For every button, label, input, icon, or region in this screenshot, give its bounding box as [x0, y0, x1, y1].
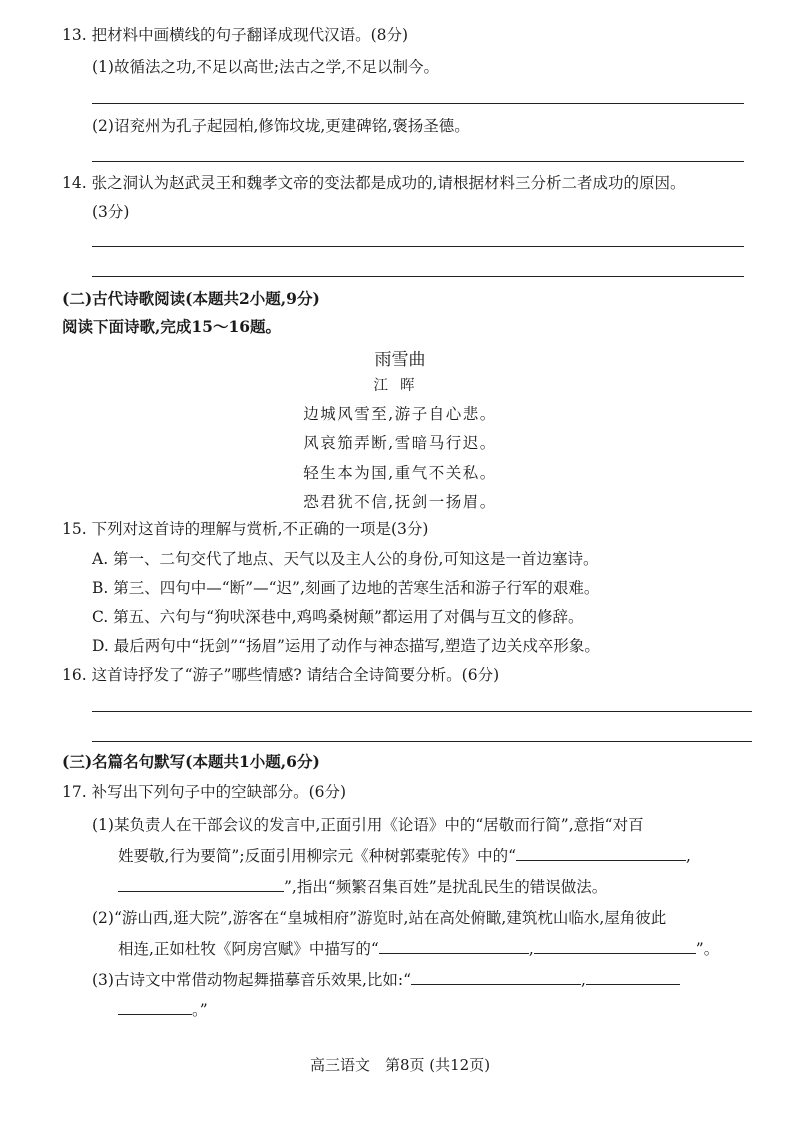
- poem-line: 轻生本为国,重气不关私。: [303, 464, 497, 482]
- q15-option-a[interactable]: A. 第一、二句交代了地点、天气以及主人公的身份,可知这是一首边塞诗。: [92, 550, 599, 568]
- q17-item-1-line-2: [118, 845, 691, 867]
- poem-line: 边城风雪至,游子自心悲。: [303, 405, 497, 423]
- q14-stem: 14. 张之洞认为赵武灵王和魏孝文帝的变法都是成功的,请根据材料三分析二者成功的原因。: [62, 174, 686, 192]
- q17-item-2-text: 相连,正如杜牧《阿房宫赋》中描写的“: [118, 940, 379, 958]
- poem-line: 恐君犹不信,抚剑一扬眉。: [303, 493, 497, 511]
- q15-stem: 15. 下列对这首诗的理解与赏析,不正确的一项是(3分): [62, 520, 429, 538]
- q17-item-2-line-2: [118, 938, 719, 960]
- q17-item-1-line-1: (1)某负责人在干部会议的发言中,正面引用《论语》中的“居敬而行简”,意指“对百: [92, 816, 644, 834]
- q17-item-1-line-3: [118, 876, 607, 898]
- answer-line[interactable]: [92, 246, 744, 247]
- answer-line[interactable]: [92, 103, 744, 104]
- q17-item-2-comma: ,: [528, 940, 534, 958]
- q17-item-3-line-2: [118, 999, 208, 1021]
- poem-author: 江晖: [373, 378, 427, 394]
- section-2-heading: (二)古代诗歌阅读(本题共2小题,9分): [62, 289, 320, 308]
- answer-line[interactable]: [92, 276, 744, 277]
- q17-item-1-tail: ”,指出“频繁召集百姓”是扰乱民生的错误做法。: [284, 878, 608, 896]
- answer-line[interactable]: [92, 711, 752, 712]
- fill-blank[interactable]: [118, 877, 284, 892]
- q15-option-b[interactable]: B. 第三、四句中—“断”—“迟”,刻画了边地的苦寒生活和游子行军的艰难。: [92, 579, 600, 597]
- q13-item-2: (2)诏兖州为孔子起园柏,修饰坟垅,更建碑铭,褒扬圣德。: [92, 117, 470, 135]
- q17-item-2-tail: ”。: [695, 940, 720, 958]
- q17-item-3-text: (3)古诗文中常借动物起舞描摹音乐效果,比如:“: [92, 971, 412, 989]
- q16-stem: 16. 这首诗抒发了“游子”哪些情感? 请结合全诗简要分析。(6分): [62, 666, 500, 684]
- q13-item-1: (1)故循法之功,不足以高世;法古之学,不足以制今。: [92, 58, 440, 76]
- q17-item-3-tail: 。”: [192, 1001, 208, 1019]
- poem-line: 风哀笳弄断,雪暗马行迟。: [303, 434, 497, 452]
- fill-blank[interactable]: [534, 939, 696, 954]
- section-3-heading: (三)名篇名句默写(本题共1小题,6分): [62, 752, 320, 771]
- fill-blank[interactable]: [586, 970, 680, 985]
- answer-line[interactable]: [92, 741, 752, 742]
- answer-line[interactable]: [92, 161, 744, 162]
- q17-stem: 17. 补写出下列句子中的空缺部分。(6分): [62, 783, 347, 801]
- fill-blank[interactable]: [118, 1000, 192, 1015]
- q17-item-1-text: 姓要敬,行为要简”;反面引用柳宗元《种树郭橐驼传》中的“: [118, 847, 516, 865]
- fill-blank[interactable]: [411, 970, 581, 985]
- q13-stem: 13. 把材料中画横线的句子翻译成现代汉语。(8分): [62, 26, 409, 44]
- q15-option-c[interactable]: C. 第五、六句与“狗吠深巷中,鸡鸣桑树颠”都运用了对偶与互文的修辞。: [92, 608, 584, 626]
- q14-score: (3分): [92, 203, 130, 221]
- page-footer: 高三语文 第8页 (共12页): [309, 1056, 491, 1074]
- q17-item-1-comma: ,: [686, 847, 691, 865]
- poem-title: 雨雪曲: [374, 350, 426, 370]
- q17-item-3-line-1: [92, 969, 680, 991]
- q15-option-d[interactable]: D. 最后两句中“抚剑”“扬眉”运用了动作与神态描写,塑造了边关戍卒形象。: [92, 637, 600, 655]
- section-2-instruction: 阅读下面诗歌,完成15～16题。: [62, 317, 282, 336]
- q17-item-3-comma: ,: [581, 971, 586, 989]
- q17-item-2-line-1: (2)“游山西,逛大院”,游客在“皇城相府”游览时,站在高处俯瞰,建筑枕山临水,屋角彼此: [92, 909, 667, 927]
- fill-blank[interactable]: [516, 846, 686, 861]
- fill-blank[interactable]: [379, 939, 529, 954]
